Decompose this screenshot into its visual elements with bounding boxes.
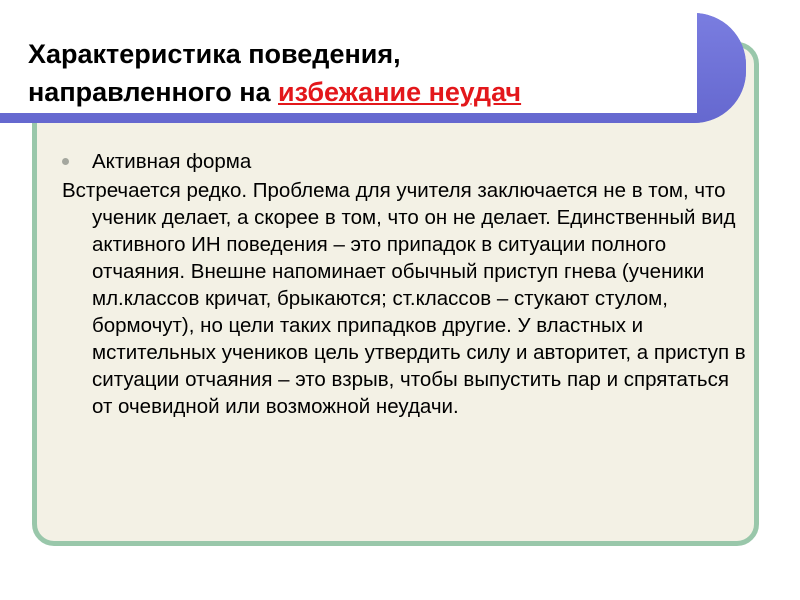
bullet-label: Активная форма [92, 150, 252, 173]
body-paragraph: Встречается редко. Проблема для учителя заключается не в том, что ученик делает, а скорее в том, что он не делает. Единственный вид активного ИН поведения – это припадок в ситуации полного отчаяния. Внешне напоминает обычный приступ гнева (ученики мл.классов кричат, брыкаются; ст.классов – стукают стулом, бормочут), но цели таких припадков другие. У властных и мстительных учеников цель утвердить силу и авторитет, а приступ в ситуации отчаяния – это взрыв, чтобы выпустить пар и спрятаться от очевидной или возможной неудачи. [62, 179, 746, 418]
bullet-item [62, 148, 752, 175]
title-line-1: Характеристика поведения, [28, 39, 401, 69]
title-panel [0, 13, 697, 113]
slide-body [62, 148, 752, 420]
title-highlight: избежание неудач [278, 77, 522, 107]
bullet-dot-icon [62, 158, 69, 165]
slide-title [28, 35, 688, 111]
title-line-2: направленного на [28, 77, 279, 107]
